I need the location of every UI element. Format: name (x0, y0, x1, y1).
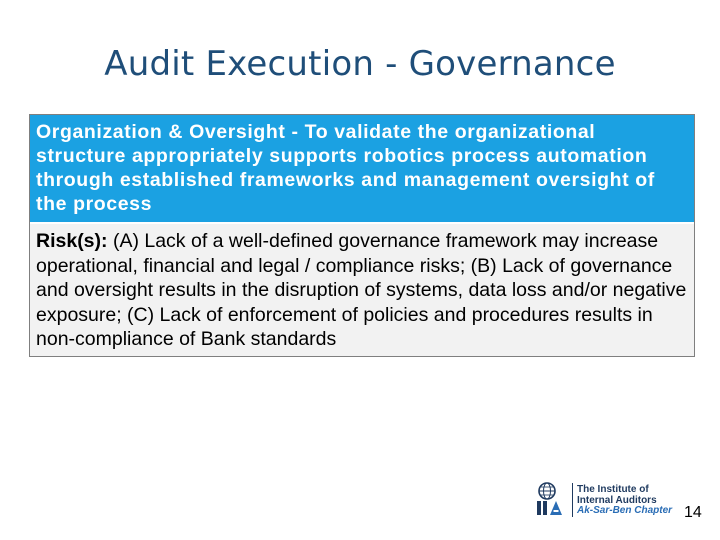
risk-text: (A) Lack of a well-defined governance framework may increase operational, financial and legal / compliance risks; (B) Lack of governance and oversight results in the disruption of systems, data loss and/or negative exposure; (C) Lack of enforcement of policies and procedures results in non-compliance of Bank standards (36, 230, 687, 350)
logo-line-3: Ak-Sar-Ben Chapter (577, 505, 673, 516)
objective-cell: Organization & Oversight - To validate the organizational structure appropriately supports robotics process automation through established frameworks and management oversight of the process (30, 115, 694, 224)
risk-label: Risk(s): (36, 230, 108, 252)
logo-line-2: Internal Auditors (577, 494, 657, 506)
risk-cell (30, 224, 694, 356)
logo-text (577, 485, 672, 517)
page-number: 14 (684, 504, 702, 521)
content-table (29, 114, 695, 357)
slide-title: Audit Execution - Governance (104, 44, 616, 84)
logo-line-1: The Institute of (577, 484, 649, 495)
